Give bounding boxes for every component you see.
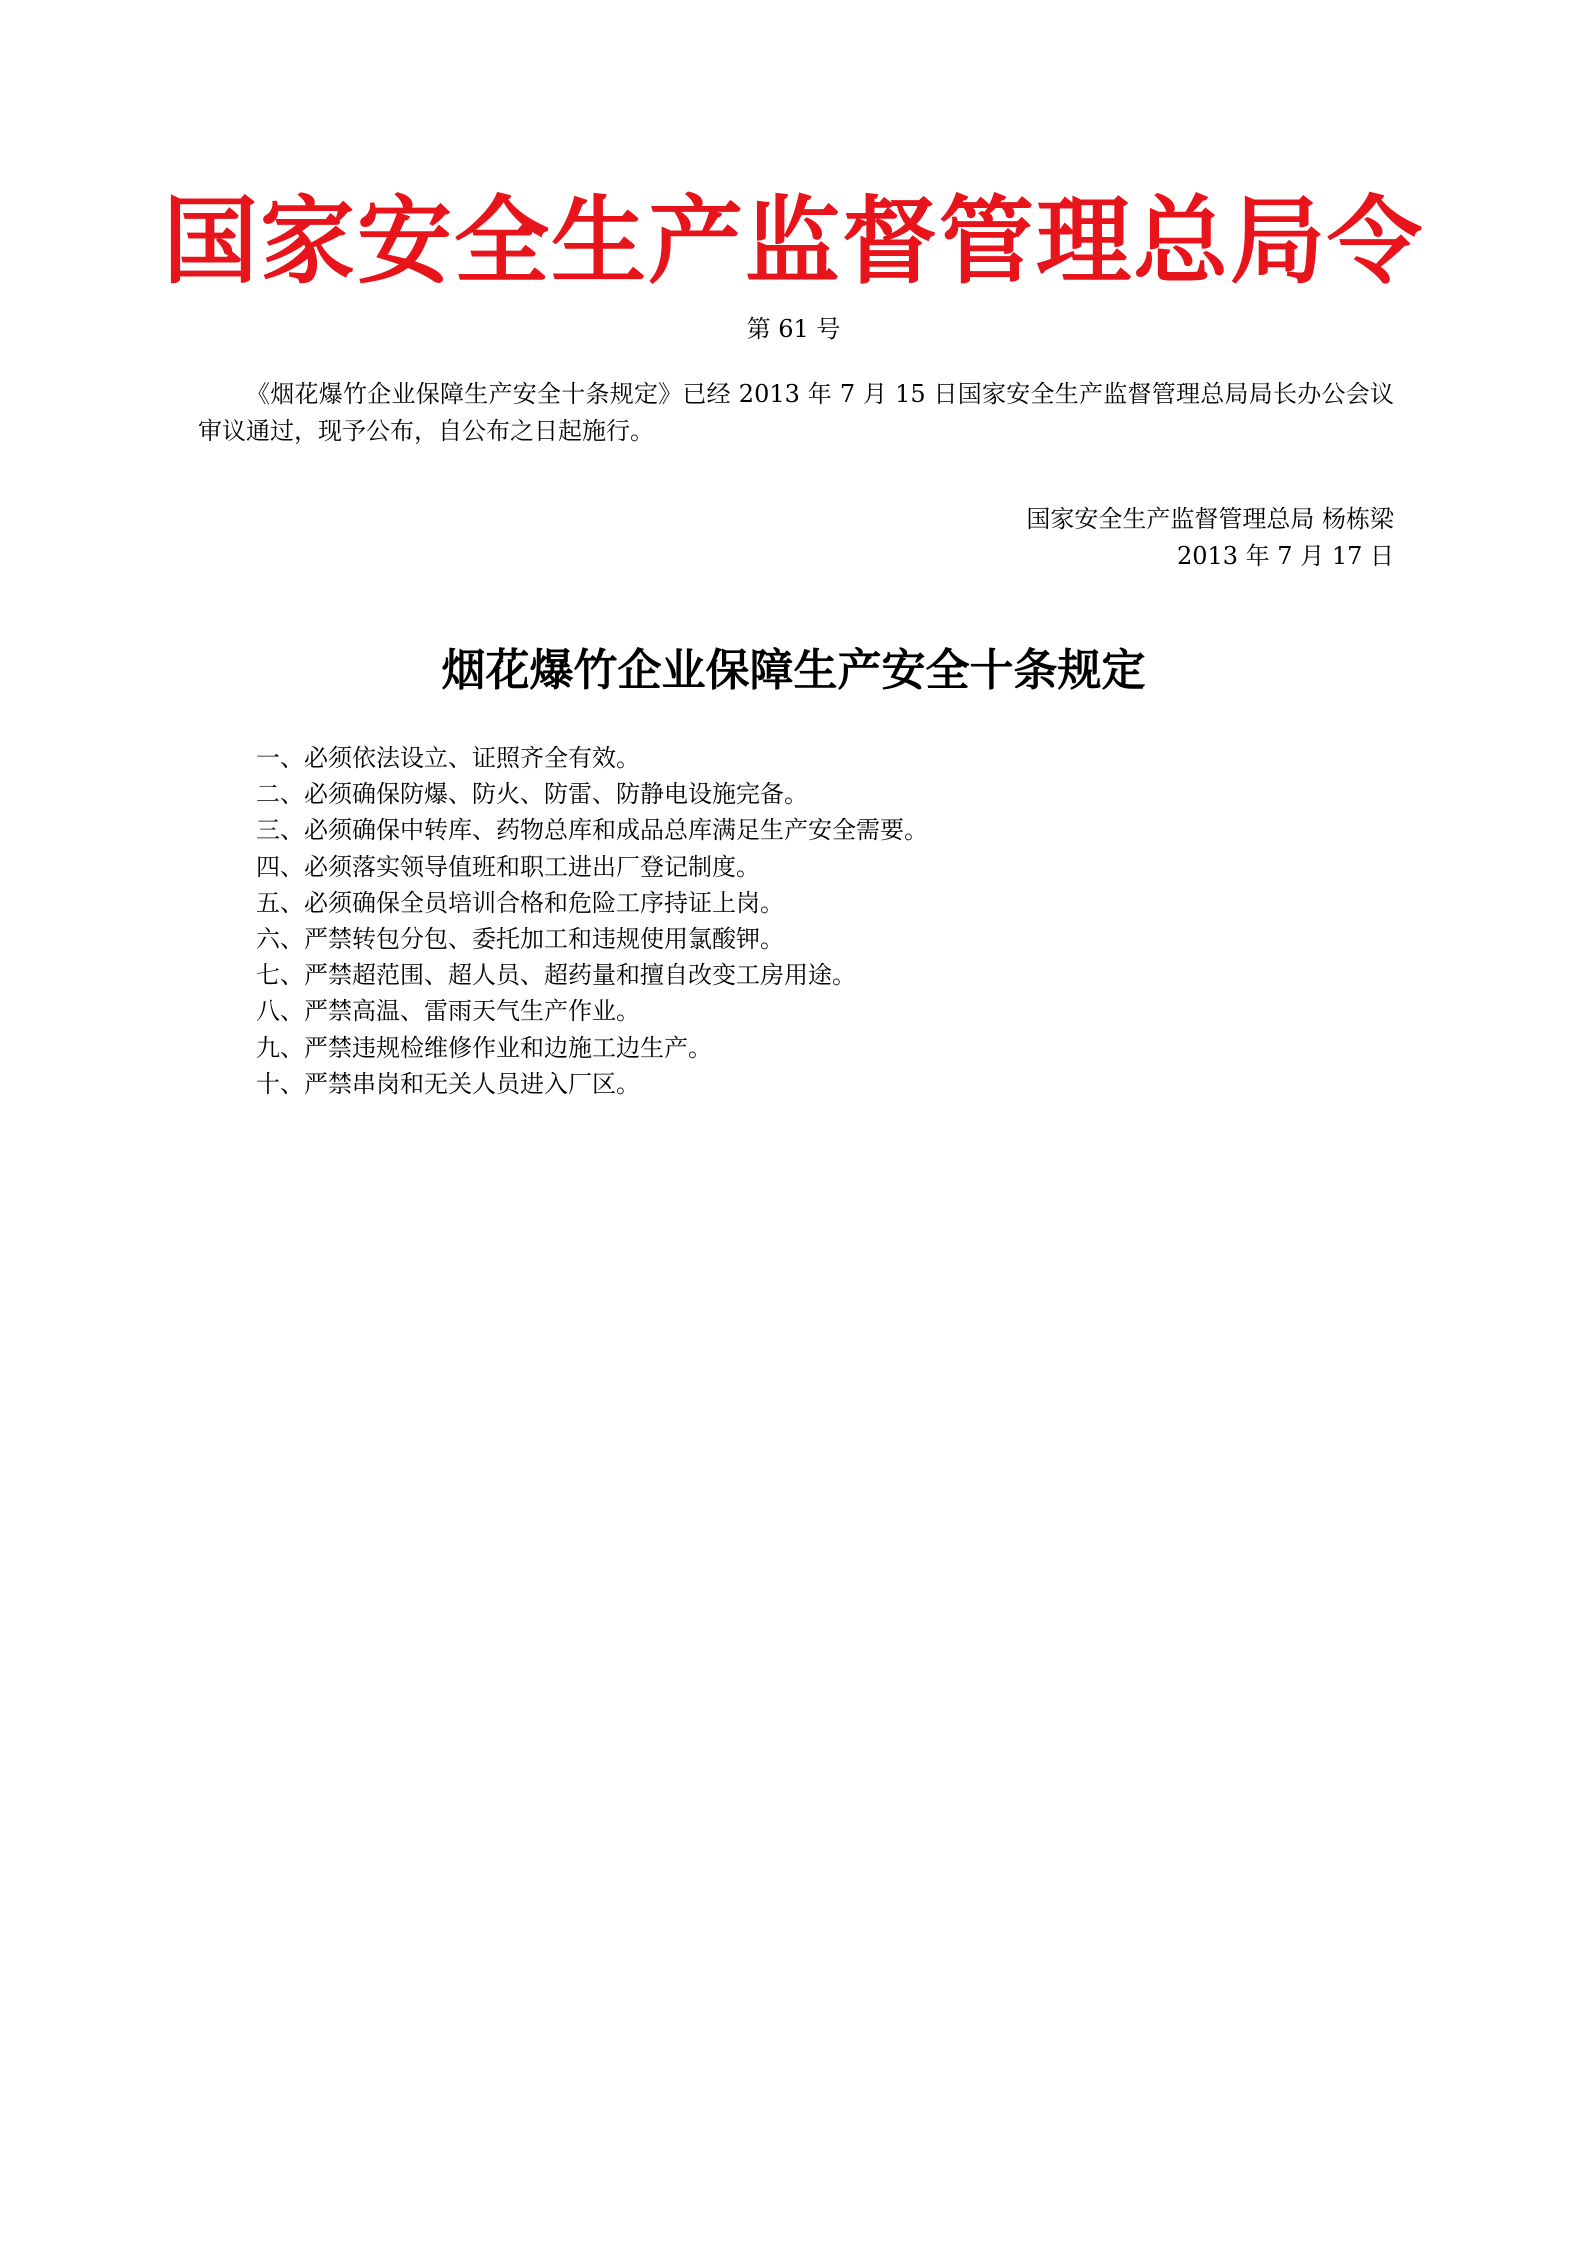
rule-item: 三、必须确保中转库、药物总库和成品总库满足生产安全需要。 xyxy=(256,816,928,845)
rules-title: 烟花爆竹企业保障生产安全十条规定 xyxy=(441,645,1146,696)
rule-item: 八、严禁高温、雷雨天气生产作业。 xyxy=(256,997,640,1026)
rule-item: 一、必须依法设立、证照齐全有效。 xyxy=(256,744,640,772)
rule-item: 十、严禁串岗和无关人员进入厂区。 xyxy=(256,1069,640,1098)
rule-item: 六、严禁转包分包、委托加工和违规使用氯酸钾。 xyxy=(256,924,784,953)
rule-item: 七、严禁超范围、超人员、超药量和擅自改变工房用途。 xyxy=(256,961,856,990)
signature-date: 2013 年 7 月 17 日 xyxy=(1176,542,1394,570)
rule-item: 五、必须确保全员培训合格和危险工序持证上岗。 xyxy=(256,888,784,917)
rule-item: 二、必须确保防爆、防火、防雷、防静电设施完备。 xyxy=(256,780,808,809)
rules-list xyxy=(256,740,928,1102)
signature-org-name: 国家安全生产监督管理总局 杨栋梁 xyxy=(1026,505,1394,533)
rule-item: 四、必须落实领导值班和职工进出厂登记制度。 xyxy=(256,852,760,881)
order-number: 第 61 号 xyxy=(746,315,841,343)
rule-item: 九、严禁违规检维修作业和边施工边生产。 xyxy=(256,1033,712,1062)
masthead-title: 国家安全生产监督管理总局令 xyxy=(162,186,1424,297)
intro-paragraph: 《烟花爆竹企业保障生产安全十条规定》已经 2013 年 7 月 15 日国家安全生产监督管理总局局长办公会议审议通过，现予公布，自公布之日起施行。 xyxy=(198,380,1394,445)
